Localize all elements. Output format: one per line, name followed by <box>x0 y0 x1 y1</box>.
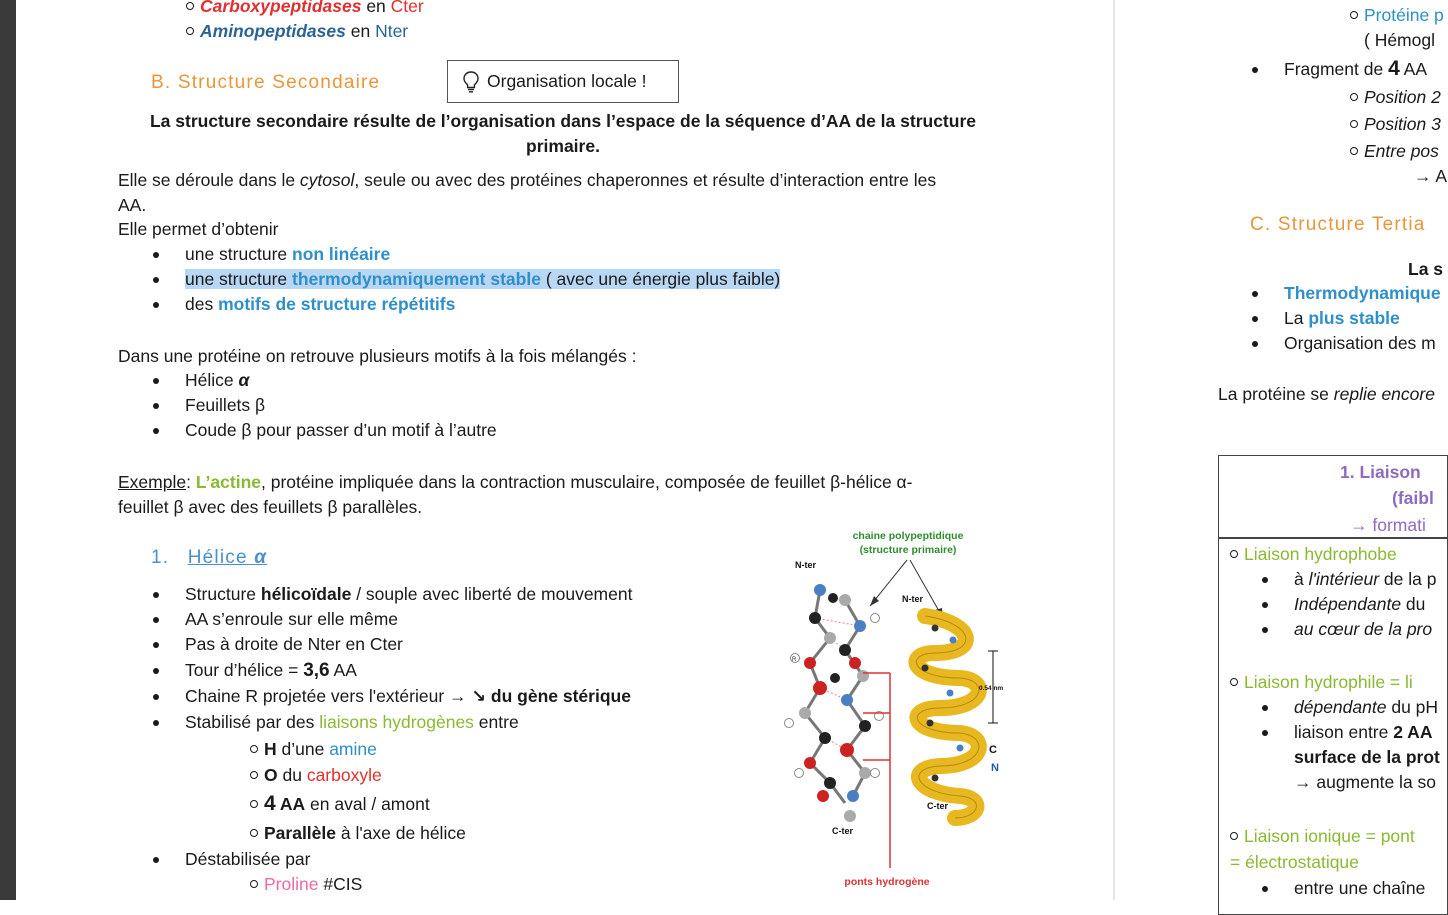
label-cter-right: C-ter <box>927 801 949 811</box>
bullet-icon <box>153 592 159 598</box>
list-item-aminopeptidases <box>200 19 408 43</box>
table-subitem-interieur <box>1294 567 1436 591</box>
helix-subitem-o <box>264 763 382 787</box>
right-item-entre-pos <box>1364 139 1439 163</box>
term-non-lineaire: non linéaire <box>292 244 391 264</box>
bullet-icon <box>153 403 159 409</box>
ball-and-stick-model <box>785 584 884 822</box>
circle-bullet-icon <box>250 829 258 837</box>
text: des <box>185 294 219 314</box>
bullet-icon <box>153 252 159 258</box>
bullet-icon <box>153 857 159 863</box>
bullet-icon <box>1262 577 1268 583</box>
term-thermodynamique: Thermodynamique <box>1284 283 1441 303</box>
table-item-hydrophobe <box>1244 542 1397 566</box>
page-divider <box>1113 0 1115 900</box>
term-motifs: motifs de structure répétitifs <box>218 294 456 314</box>
paragraph-cytosol-end: AA. <box>118 195 147 215</box>
example-line-1 <box>118 470 913 494</box>
section-title-structure-tertiaire: C. Structure Tertia <box>1250 214 1426 235</box>
text: Fragment de <box>1284 59 1389 79</box>
text: / souple avec liberté de mouvement <box>351 584 633 604</box>
term-carboxypeptidases: Carboxypeptidases <box>200 0 362 16</box>
text: en aval / amont <box>305 794 430 814</box>
term-helicoidale: hélicoïdale <box>260 584 352 604</box>
text: une structure <box>185 244 292 264</box>
measure-label: 0.54 nm <box>979 685 1004 692</box>
bullet-icon <box>153 277 159 283</box>
bullet-icon <box>1252 316 1258 322</box>
term-gene-sterique: ↘ du gène stérique <box>471 686 631 706</box>
text: O <box>264 765 278 785</box>
bullet-icon <box>1252 341 1258 347</box>
subsection-title <box>188 547 267 568</box>
diagram-label-chain-2: (structure primaire) <box>859 544 957 556</box>
value-4: 4 <box>1388 57 1400 80</box>
table-subitem-coeur <box>1294 617 1432 641</box>
label-cter-left: C-ter <box>832 826 854 836</box>
highlighted-selection[interactable] <box>185 269 780 289</box>
table-subitem-2aa <box>1294 720 1432 744</box>
right-item-position-3 <box>1364 112 1441 136</box>
table-item-ionique <box>1244 824 1415 848</box>
text: AA <box>329 660 357 680</box>
paragraph-obtain: Elle permet d’obtenir <box>118 219 279 239</box>
text: de la p <box>1379 569 1437 589</box>
term-actine: L’actine <box>195 472 261 492</box>
text: Indépendante <box>1294 594 1402 614</box>
alpha-helix-diagram <box>775 528 1025 900</box>
example-label: Exemple <box>118 472 187 492</box>
bullet-icon <box>153 668 159 674</box>
circle-bullet-icon <box>1350 11 1358 19</box>
text: à <box>1294 569 1309 589</box>
circle-bullet-icon <box>1350 93 1358 101</box>
helix-subitem-h <box>264 737 377 761</box>
helix-subitem-proline <box>264 872 362 896</box>
text: Position 2 <box>1364 87 1441 107</box>
text: liaison entre <box>1294 722 1394 742</box>
label-ponts-hydrogene: ponts hydrogène <box>844 876 930 888</box>
text: du pH <box>1386 697 1439 717</box>
right-definition-start: La s <box>1408 259 1444 279</box>
ribbon-helix <box>916 616 978 818</box>
bullet-icon <box>1262 602 1268 608</box>
right-bullet-thermo <box>1284 281 1441 305</box>
left-gutter <box>0 0 16 900</box>
lightbulb-icon <box>462 70 480 94</box>
bullet-icon <box>153 428 159 434</box>
right-item-fragment <box>1284 57 1427 81</box>
circle-bullet-icon <box>186 2 194 10</box>
circle-bullet-icon <box>1350 120 1358 128</box>
circle-bullet-icon <box>1230 678 1238 686</box>
paragraph-motifs-intro: Dans une protéine on retrouve plusieurs motifs à la fois mélangés : <box>118 346 637 366</box>
right-item-position-2 <box>1364 85 1441 109</box>
circle-bullet-icon <box>1230 550 1238 558</box>
diagram-label-chain-1: chaine polypeptidique <box>852 530 964 542</box>
term-liaison-ionique: Liaison ionique = pont <box>1244 826 1415 846</box>
bullet-icon <box>1262 705 1268 711</box>
text-en: en <box>345 21 376 41</box>
label-r: R <box>792 657 797 663</box>
section-title-structure-secondaire: B. Structure Secondaire <box>151 72 381 93</box>
text: #CIS <box>318 874 363 894</box>
list-item-non-lineaire <box>185 242 390 266</box>
text: entre <box>473 712 519 732</box>
bullet-icon <box>1252 67 1258 73</box>
label-nter-right: N-ter <box>902 594 924 604</box>
text: Chaine R projetée vers l'extérieur → <box>185 686 472 706</box>
helix-item-4 <box>185 658 357 683</box>
table-item-electrostatique: = électrostatique <box>1230 852 1359 872</box>
circle-bullet-icon <box>250 880 258 888</box>
text: Position 3 <box>1364 114 1441 134</box>
definition-line-1: La structure secondaire résulte de l’organisation dans l’espace de la séquence d’AA de la structure <box>149 111 976 131</box>
text: une structure <box>185 269 292 289</box>
table-header-2: (faibl <box>1392 488 1434 508</box>
right-item-hemoglobine: ( Hémogl <box>1364 30 1435 50</box>
text: dépendante <box>1294 697 1387 717</box>
text: Tour d’hélice = <box>185 660 304 680</box>
right-bullet-stable <box>1284 306 1400 330</box>
bullet-icon <box>153 302 159 308</box>
table-subitem-surface: surface de la prot <box>1294 747 1440 767</box>
list-item-thermodynamique <box>185 267 780 291</box>
callout-text: Organisation locale ! <box>487 71 647 91</box>
term-liaison-hydrophobe: Liaison hydrophobe <box>1244 544 1397 564</box>
text-en: en <box>361 0 391 16</box>
paragraph-cytosol <box>118 168 936 192</box>
circle-bullet-icon <box>250 771 258 779</box>
text: : <box>186 472 196 492</box>
table-subitem-augmente: → augmente la so <box>1294 772 1437 792</box>
definition-line-2: primaire. <box>526 136 600 156</box>
table-header-3: → formati <box>1350 515 1426 535</box>
text: H <box>264 739 277 759</box>
text: La <box>1284 308 1309 328</box>
term-carboxyle: carboxyle <box>306 765 382 785</box>
term-amine: amine <box>329 739 377 759</box>
alpha-symbol: α <box>254 547 268 568</box>
list-item-motifs <box>185 292 455 316</box>
helix-item-1 <box>185 582 632 606</box>
right-bullet-organisation <box>1284 331 1436 355</box>
table-subitem-chaine <box>1294 876 1425 900</box>
callout-box <box>447 60 679 103</box>
text: d’une <box>276 739 330 759</box>
text: , protéine impliquée dans la contraction musculaire, composée de feuillet β-hélice α- <box>261 472 913 492</box>
text: l'intérieur <box>1308 569 1380 589</box>
helix-item-3 <box>185 632 403 656</box>
term-nter: Nter <box>375 21 409 41</box>
helix-item-7 <box>185 847 310 871</box>
text: Entre pos <box>1364 141 1439 161</box>
alpha-symbol: α <box>238 370 250 390</box>
circle-bullet-icon <box>250 800 258 808</box>
bullet-icon <box>1252 291 1258 297</box>
bullet-icon <box>153 642 159 648</box>
bullet-icon <box>153 720 159 726</box>
example-line-2: feuillet β avec des feuillets β parallèles. <box>118 497 423 517</box>
text: 2 AA <box>1393 722 1433 742</box>
term-liaison-hydrophile: Liaison hydrophile = li <box>1244 672 1413 692</box>
text: AA <box>1399 59 1428 79</box>
text: ( avec une énergie plus faible) <box>540 269 781 289</box>
value-3-6: 3,6 <box>303 660 330 681</box>
term-aminopeptidases: Aminopeptidases <box>200 21 346 41</box>
helix-subitem-parallele <box>264 821 466 845</box>
text: La protéine se <box>1218 384 1334 404</box>
helix-item-6 <box>185 710 519 734</box>
text: Elle se déroule dans le <box>118 170 300 190</box>
bullet-icon <box>153 617 159 623</box>
text: Coude β pour passer d’un motif à l’autre <box>185 420 497 440</box>
text: Pas à droite de Nter en Cter <box>185 634 403 654</box>
bullet-icon <box>153 378 159 384</box>
text: Parallèle <box>264 823 336 843</box>
pointer-arrowhead <box>870 596 879 606</box>
list-item-carboxypeptidases <box>200 0 424 18</box>
bullet-icon <box>1262 730 1268 736</box>
label-c: C <box>989 744 997 756</box>
term-cter: Cter <box>390 0 424 16</box>
label-nter-left: N-ter <box>795 560 817 570</box>
circle-bullet-icon <box>250 745 258 753</box>
term-proline: Proline <box>264 874 319 894</box>
term-cytosol: cytosol <box>299 170 355 190</box>
text: Protéine p <box>1364 5 1444 25</box>
helix-item-5 <box>185 684 631 708</box>
list-item-helice <box>185 368 249 392</box>
text: replie encore <box>1333 384 1435 404</box>
bullet-icon <box>153 694 159 700</box>
right-item-proteine <box>1364 3 1444 27</box>
table-subitem-ph <box>1294 695 1438 719</box>
text: à l'axe de hélice <box>336 823 466 843</box>
table-header-1: 1. Liaison <box>1340 462 1421 482</box>
term-plus-stable: plus stable <box>1308 308 1400 328</box>
right-item-arrow: → A <box>1414 166 1448 186</box>
helix-item-2 <box>185 607 398 631</box>
text: AA <box>275 794 306 814</box>
text: au cœur de la pro <box>1294 619 1433 639</box>
bullet-icon <box>1262 627 1268 633</box>
bullet-icon <box>1262 886 1268 892</box>
text: entre une chaîne <box>1294 878 1426 898</box>
table-subitem-independante <box>1294 592 1425 616</box>
text: Hélice <box>185 370 239 390</box>
text: Structure <box>185 584 261 604</box>
subsection-number: 1. <box>151 547 170 568</box>
text: Hélice <box>187 547 255 568</box>
term-liaisons-hydrogenes: liaisons hydrogènes <box>319 712 474 732</box>
helix-subitem-4aa <box>264 792 430 816</box>
circle-bullet-icon <box>1350 147 1358 155</box>
text: Stabilisé par des <box>185 712 320 732</box>
text: du <box>1401 594 1426 614</box>
list-item-feuillets <box>185 393 265 417</box>
text: Feuillets β <box>185 395 266 415</box>
text: du <box>277 765 307 785</box>
table-item-hydrophile <box>1244 670 1413 694</box>
right-paragraph-replie <box>1218 382 1435 406</box>
text: , seule ou avec des protéines chaperonnes et résulte d’interaction entre les <box>354 170 937 190</box>
text: Déstabilisée par <box>185 849 311 869</box>
label-n: N <box>991 762 999 774</box>
subsection-title-helice <box>151 547 267 569</box>
circle-bullet-icon <box>186 27 194 35</box>
text: Organisation des m <box>1284 333 1436 353</box>
table-divider <box>1218 537 1448 539</box>
value-4: 4 <box>264 792 276 815</box>
term-thermodynamiquement-stable: thermodynamiquement stable <box>292 269 541 289</box>
circle-bullet-icon <box>1230 832 1238 840</box>
text: AA s’enroule sur elle même <box>185 609 399 629</box>
list-item-coude <box>185 418 497 442</box>
